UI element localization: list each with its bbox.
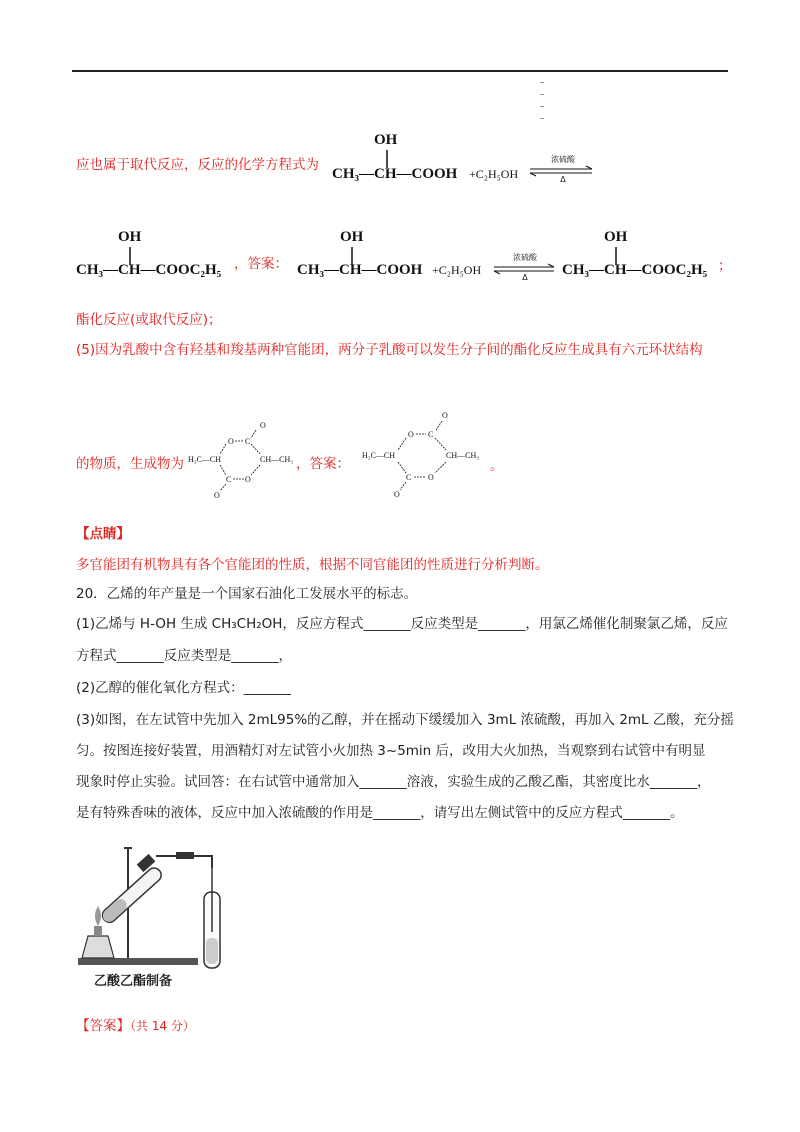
ring-o-1a: O [228, 437, 234, 446]
ring-o-1b: O [245, 475, 251, 484]
answer-label-text: 【答案】 [76, 1018, 130, 1034]
ring-c-2b: C [406, 473, 412, 482]
ring-left-2: H₃C—CH [362, 451, 396, 460]
question-20-1a: (1)乙烯与 H-OH 生成 CH₃CH₂OH，反应方程式_______反应类型是_______，用氯乙烯催化制聚氯乙烯，反应 [76, 616, 728, 632]
ring-o-2a: O [408, 430, 414, 439]
question-20-1b: 方程式_______反应类型是_______， [76, 648, 292, 664]
cyclic-ester-structure-1 [188, 420, 308, 500]
oh-group-1: OH [374, 132, 398, 148]
heat-2: Δ [522, 273, 528, 282]
dianjing-body: 多官能团有机物具有各个官能团的性质，根据不同官能团的性质进行分析判断。 [76, 557, 549, 573]
ring-right-1: CH—CH₃ [260, 455, 294, 464]
text-line-1: 应也属于取代反应，反应的化学方程式为 [76, 157, 319, 173]
catalyst-2: 浓硫酸 [513, 253, 537, 262]
question-20-2: (2)乙醇的催化氧化方程式：_______ [76, 680, 291, 696]
ring-o-top-1: O [260, 421, 266, 430]
lactic-acid-1: CH₃—CH—COOH [332, 166, 458, 182]
lactic-acid-2: CH₃—CH—COOH [297, 262, 423, 278]
answer-score: （共 14 分） [130, 1019, 195, 1033]
ethyl-acetate-apparatus-figure [72, 840, 232, 990]
dotted-marker [540, 82, 544, 130]
answer-suffix-1: ； [718, 258, 732, 274]
oh-group-4: OH [604, 229, 628, 245]
oh-group-3: OH [340, 229, 364, 245]
ring-o-top-2: O [442, 411, 448, 420]
text-line-3: 酯化反应(或取代反应)； [76, 312, 222, 328]
ring-left-1: H₃C—CH [188, 455, 222, 464]
ethanol-2: +C₂H₅OH [432, 263, 482, 277]
ester-1: CH₃—CH—COOC₂H₅ [76, 262, 222, 278]
question-20-3c: 现象时停止实验。试回答：在右试管中通常加入_______溶液，实验生成的乙酸乙酯，其密度比水_______， [76, 774, 711, 790]
ester-2: CH₃—CH—COOC₂H₅ [562, 262, 708, 278]
question-20-3a: (3)如图，在左试管中先加入 2mL95%的乙醇，并在摇动下缓缓加入 3mL 浓硫酸，再加入 2mL 乙酸，充分摇 [76, 712, 734, 728]
text-line-5a: 的物质，生成物为 [76, 456, 184, 472]
ring-c-1b: C [226, 475, 232, 484]
ethanol-1: +C₂H₅OH [469, 167, 519, 181]
text-line-5c: 。 [490, 458, 504, 474]
ring-right-2: CH—CH₃ [446, 451, 480, 460]
ring-o-bottom-2: O [394, 490, 400, 499]
ring-c-2a: C [428, 430, 434, 439]
header-rule [72, 70, 728, 72]
dianjing-heading: 【点睛】 [76, 526, 130, 542]
text-line-5b: ，答案： [296, 456, 350, 472]
question-20-3b: 匀。按图连接好装置，用酒精灯对左试管小火加热 3~5min 后，改用大火加热，当观察到右试管中有明显 [76, 743, 706, 759]
question-20-3d: 是有特殊香味的液体，反应中加入浓硫酸的作用是_______，请写出左侧试管中的反应方程式_______。 [76, 805, 684, 821]
ring-o-bottom-1: O [214, 491, 220, 500]
heat-1: Δ [560, 175, 566, 184]
answer-label [76, 1016, 195, 1036]
catalyst-1: 浓硫酸 [551, 155, 575, 164]
ring-c-1a: C [245, 437, 251, 446]
oh-group-2: OH [118, 229, 142, 245]
text-line-4: (5)因为乳酸中含有羟基和羧基两种官能团，两分子乳酸可以发生分子间的酯化反应生成具有六元环状结构 [76, 342, 703, 358]
answer-prefix-1: ，答案： [234, 256, 288, 272]
cyclic-ester-structure-2 [362, 408, 502, 500]
figure-caption: 乙酸乙酯制备 [94, 974, 173, 989]
ring-o-2b: O [428, 473, 434, 482]
question-20-title: 20．乙烯的年产量是一个国家石油化工发展水平的标志。 [76, 586, 418, 602]
